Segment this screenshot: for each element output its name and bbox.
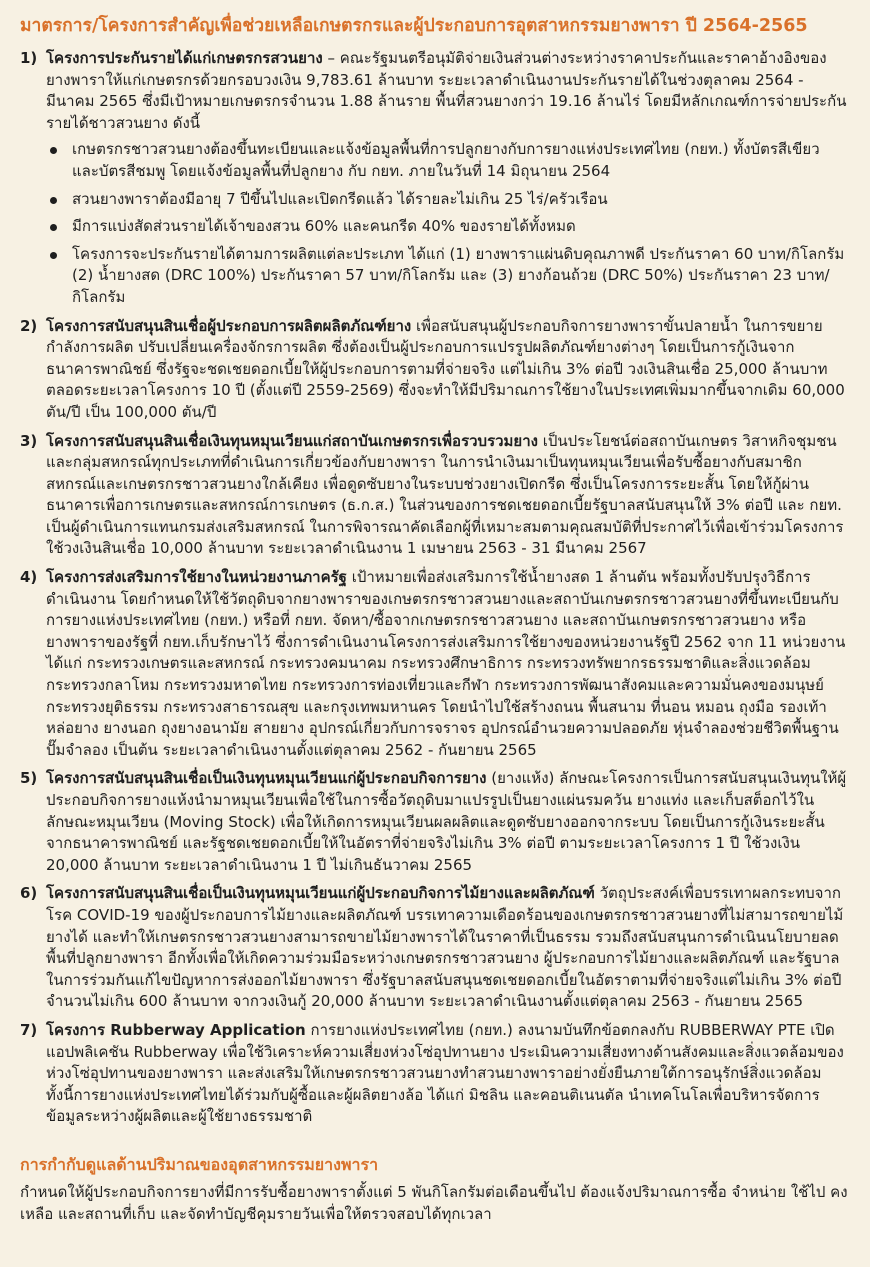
item-title: โครงการส่งเสริมการใช้ยางในหน่วยงานภาครัฐ (46, 568, 347, 587)
measure-item-2 (20, 316, 848, 424)
item-body: วัตถุประสงค์เพื่อบรรเทาผลกระทบจากโรค COVID-19 ของผู้ประกอบการไม้ยางและผลิตภัณฑ์ บรรเทาความเดือดร้อนของเกษตรกรชาวสวนยางที่ไม่สามารถขายไม้ยางได้ และทำให้เกษตรกรชาวสวนยางสามารถขายไม้ยางพาราได้ในราคาที่เป็นธรรม รวมถึงสนับสนุนการดำเนินนโยบายลดพื้นที่ปลูกยางพารา อีกทั้งเพื่อให้เกิดความร่วมมือระหว่างเกษตรกรชาวสวนยาง ผู้ประกอบการไม้ยางและผลิตภัณฑ์ และรัฐบาล ในการร่วมกันแก้ไขปัญหาการส่งออกไม้ยางพารา ซึ่งรัฐบาลสนับสนุนชดเชยดอกเบี้ยในอัตราตามที่จ่ายจริงแต่ไม่เกิน 3% ต่อปี จำนวนไม่เกิน 600 ล้านบาท จากวงเงินกู้ 20,000 ล้านบาท ระยะเวลาดำเนินงานตั้งแต่ตุลาคม 2563 - กันยายน 2565 (46, 884, 844, 1011)
measure-item-6 (20, 883, 848, 1013)
item-number: 6) (20, 884, 38, 903)
item-body: เป็นประโยชน์ต่อสถาบันเกษตร วิสาหกิจชุมชน และกลุ่มสหกรณ์ทุกประเภทที่ดำเนินการเกี่ยวข้องกับยางพารา ในการนำเงินมาเป็นทุนหมุนเวียนเพื่อรับซื้อยางกับสมาชิกสหกรณ์และเกษตรกรชาวสวนยางใกล้เคียง เพื่อดูดซับยางในระบบช่วงยางเปิดกรีด ซึ่งเป็นโครงการระยะสั้น โดยให้กู้ผ่านธนาคารเพื่อการเกษตรและสหกรณ์การเกษตร (ธ.ก.ส.) ในส่วนของการชดเชยดอกเบี้ยรัฐบาลสนับสนุนให้ 3% ต่อปี และ กยท. เป็นผู้ดำเนินการแทนกรมส่งเสริมสหกรณ์ ในการพิจารณาคัดเลือกผู้ที่เหมาะสมตามคุณสมบัติที่ประกาศไว้เพื่อเข้าร่วมโครงการ ใช้วงเงินสินเชื่อ 10,000 ล้านบาท ระยะเวลาดำเนินงาน 1 เมษายน 2563 - 31 มีนาคม 2567 (46, 431, 844, 558)
item-number: 3) (20, 431, 38, 450)
bullet-item: มีการแบ่งสัดส่วนรายได้เจ้าของสวน 60% และคนกรีด 40% ของรายได้ทั้งหมด (46, 216, 848, 238)
item-body: การยางแห่งประเทศไทย (กยท.) ลงนามบันทึกข้อตกลงกับ RUBBERWAY PTE เปิดแอปพลิเคชัน Rubberway เพื่อใช้วิเคราะห์ความเสี่ยงห่วงโซ่อุปทานยาง ประเมินความเสี่ยงทางด้านสังคมและสิ่งแวดล้อมของห่วงโซ่อุปทานของยางพารา และส่งเสริมให้เกษตรกรชาวสวนยางทำสวนยางพาราอย่างยั่งยืนภายใต้การอนุรักษ์สิ่งแวดล้อม ทั้งนี้การยางแห่งประเทศไทยได้ร่วมกับผู้ซื้อและผู้ผลิตยางล้อ ได้แก่ มิชลิน และคอนติเนนตัล นำเทคโนโลเพื่อบริหารจัดการข้อมูลระหว่างผู้ผลิตและผู้ใช้ยางธรรมชาติ (46, 1020, 844, 1126)
bullet-item: เกษตรกรชาวสวนยางต้องขึ้นทะเบียนและแจ้งข้อมูลพื้นที่การปลูกยางกับการยางแห่งประเทศไทย (กยท.) ทั้งบัตรสีเขียว และบัตรสีชมพู โดยแจ้งข้อมูลพื้นที่ปลูกยาง กับ กยท. ภายในวันที่ 14 มิถุนายน 2564 (46, 139, 848, 182)
item-title: โครงการสนับสนุนสินเชื่อเงินทุนหมุนเวียนแก่สถาบันเกษตรกรเพื่อรวบรวมยาง (46, 431, 538, 450)
item-number: 2) (20, 316, 38, 335)
item-body: – คณะรัฐมนตรีอนุมัติจ่ายเงินส่วนต่างระหว่างราคาประกันและราคาอ้างอิงของยางพาราให้แก่เกษตรกรด้วยกรอบวงเงิน 9,783.61 ล้านบาท ระยะเวลาดำเนินงานประกันรายได้ในช่วงตุลาคม 2564 - มีนาคม 2565 ซึ่งมีเป้าหมายเกษตรกรจำนวน 1.88 ล้านราย พื้นที่สวนยางกว่า 19.16 ล้านไร่ โดยมีหลักเกณฑ์การจ่ายประกันรายได้ชาวสวนยาง ดังนี้ (46, 49, 847, 132)
bullet-item: สวนยางพาราต้องมีอายุ 7 ปีขึ้นไปและเปิดกรีดแล้ว ได้รายละไม่เกิน 25 ไร่/ครัวเรือน (46, 189, 848, 211)
item-body: (ยางแห้ง) ลักษณะโครงการเป็นการสนับสนุนเงินทุนให้ผู้ประกอบกิจการยางแห้งนำมาหมุนเวียนเพื่อใช้ในการซื้อวัตถุดิบมาแปรรูปเป็นยางแผ่นรมควัน ยางแท่ง และเก็บสต็อกไว้ในลักษณะหมุนเวียน (Moving Stock) เพื่อให้เกิดการหมุนเวียนผลผลิตและดูดซับยางออกจากระบบ โดยเป็นการกู้เงินระยะสั้นจากธนาคารพาณิชย์ และรัฐชดเชยดอกเบี้ยให้ในอัตราที่จ่ายจริงไม่เกิน 3% ต่อปี ตามระยะเวลาโครงการ 1 ปี ใช้วงเงิน 20,000 ล้านบาท ระยะเวลาดำเนินงาน 1 ปี ไม่เกินธันวาคม 2565 (46, 769, 847, 874)
main-title: มาตรการ/โครงการสำคัญเพื่อช่วยเหลือเกษตรกรและผู้ประกอบการอุตสาหกรรมยางพารา ปี 2564-2565 (20, 16, 808, 36)
measures-list (20, 48, 848, 1128)
measure-item-5 (20, 768, 848, 876)
item-number: 7) (20, 1020, 38, 1039)
measure-item-4 (20, 567, 848, 761)
item-title: โครงการสนับสนุนสินเชื่อผู้ประกอบการผลิตผลิตภัณฑ์ยาง (46, 316, 412, 335)
item-title: โครงการประกันรายได้แก่เกษตรกรสวนยาง (46, 49, 323, 67)
item-title: โครงการ Rubberway Application (46, 1020, 306, 1039)
criteria-list (46, 139, 848, 308)
item-title: โครงการสนับสนุนสินเชื่อเป็นเงินทุนหมุนเวียนแก่ผู้ประกอบกิจการยาง (46, 769, 487, 788)
item-title: โครงการสนับสนุนสินเชื่อเป็นเงินทุนหมุนเวียนแก่ผู้ประกอบกิจการไม้ยางและผลิตภัณฑ์ (46, 884, 595, 903)
item-body: เพื่อสนับสนุนผู้ประกอบกิจการยางพาราขั้นปลายน้ำ ในการขยายกำลังการผลิต ปรับเปลี่ยนเครื่องจักรการผลิต ซึ่งต้องเป็นผู้ประกอบการแปรรูปผลิตภัณฑ์ยางต่างๆ โดยเป็นการกู้เงินจากธนาคารพาณิชย์ ซึ่งรัฐจะชดเชยดอกเบี้ยให้ผู้ประกอบการตามที่จ่ายจริง แต่ไม่เกิน 3% ต่อปี วงเงินสินเชื่อ 25,000 ล้านบาท ตลอดระยะเวลาโครงการ 10 ปี (ตั้งแต่ปี 2559-2569) ซึ่งจะทำให้มีปริมาณการใช้ยางในประเทศเพิ่มมากขึ้นจากเดิม 60,000 ตัน/ปี เป็น 100,000 ตัน/ปี (46, 316, 845, 421)
item-body: เป้าหมายเพื่อส่งเสริมการใช้น้ำยางสด 1 ล้านตัน พร้อมทั้งปรับปรุงวิธีการดำเนินงาน โดยกำหนดให้ใช้วัตถุดิบจากยางพาราของเกษตรกรชาวสวนยางและสถาบันเกษตรกรชาวสวนยางที่ขึ้นทะเบียนกับการยางแห่งประเทศไทย (กยท.) หรือที่ กยท. จัดหา/ซื้อจากเกษตรกรชาวสวนยาง และสถาบันเกษตรกรชาวสวนยาง หรือยางพาราของรัฐที่ กยท.เก็บรักษาไว้ ซึ่งการดำเนินงานโครงการส่งเสริมการใช้ยางของหน่วยงานรัฐปี 2562 จาก 11 หน่วยงาน ได้แก่ กระทรวงเกษตรและสหกรณ์ กระทรวงคมนาคม กระทรวงศึกษาธิการ กระทรวงทรัพยากรธรรมชาติและสิ่งแวดล้อม กระทรวงกลาโหม กระทรวงมหาดไทย กระทรวงการท่องเที่ยวและกีฬา กระทรวงการพัฒนาสังคมและความมั่นคงของมนุษย์ กระทรวงยุติธรรม กระทรวงสาธารณสุข และกรุงเทพมหานคร โดยนำไปใช้สร้างถนน พื้นสนาม ที่นอน หมอน ถุงมือ รองเท้า หล่อยาง ยางนอก ถุงยางอนามัย สายยาง อุปกรณ์เกี่ยวกับการจราจร อุปกรณ์อำนวยความปลอดภัย หุ่นจำลองช่วยชีวิตพื้นฐานปั๊มจำลอง เป็นต้น ระยะเวลาดำเนินงานตั้งแต่ตุลาคม 2562 - กันยายน 2565 (46, 568, 846, 759)
item-number: 5) (20, 769, 38, 788)
item-number: 1) (20, 49, 38, 67)
measure-item-1 (20, 48, 848, 309)
section-body: กำหนดให้ผู้ประกอบกิจการยางที่มีการรับซื้อยางพาราตั้งแต่ 5 พันกิโลกรัมต่อเดือนขึ้นไป ต้องแจ้งปริมาณการซื้อ จำหน่าย ใช้ไป คงเหลือ และสถานที่เก็บ และจัดทำบัญชีคุมรายวันเพื่อให้ตรวจสอบได้ทุกเวลา (20, 1182, 848, 1223)
item-number: 4) (20, 568, 38, 587)
measure-item-7 (20, 1020, 848, 1128)
bullet-item: โครงการจะประกันรายได้ตามการผลิตแต่ละประเภท ได้แก่ (1) ยางพาราแผ่นดิบคุณภาพดี ประกันราคา 60 บาท/กิโลกรัม (2) น้ำยางสด (DRC 100%) ประกันราคา 57 บาท/กิโลกรัม และ (3) ยางก้อนถ้วย (DRC 50%) ประกันราคา 23 บาท/กิโลกรัม (46, 244, 848, 309)
measure-item-3 (20, 431, 848, 561)
section-title: การกำกับดูแลด้านปริมาณของอุตสาหกรรมยางพารา (20, 1154, 379, 1174)
